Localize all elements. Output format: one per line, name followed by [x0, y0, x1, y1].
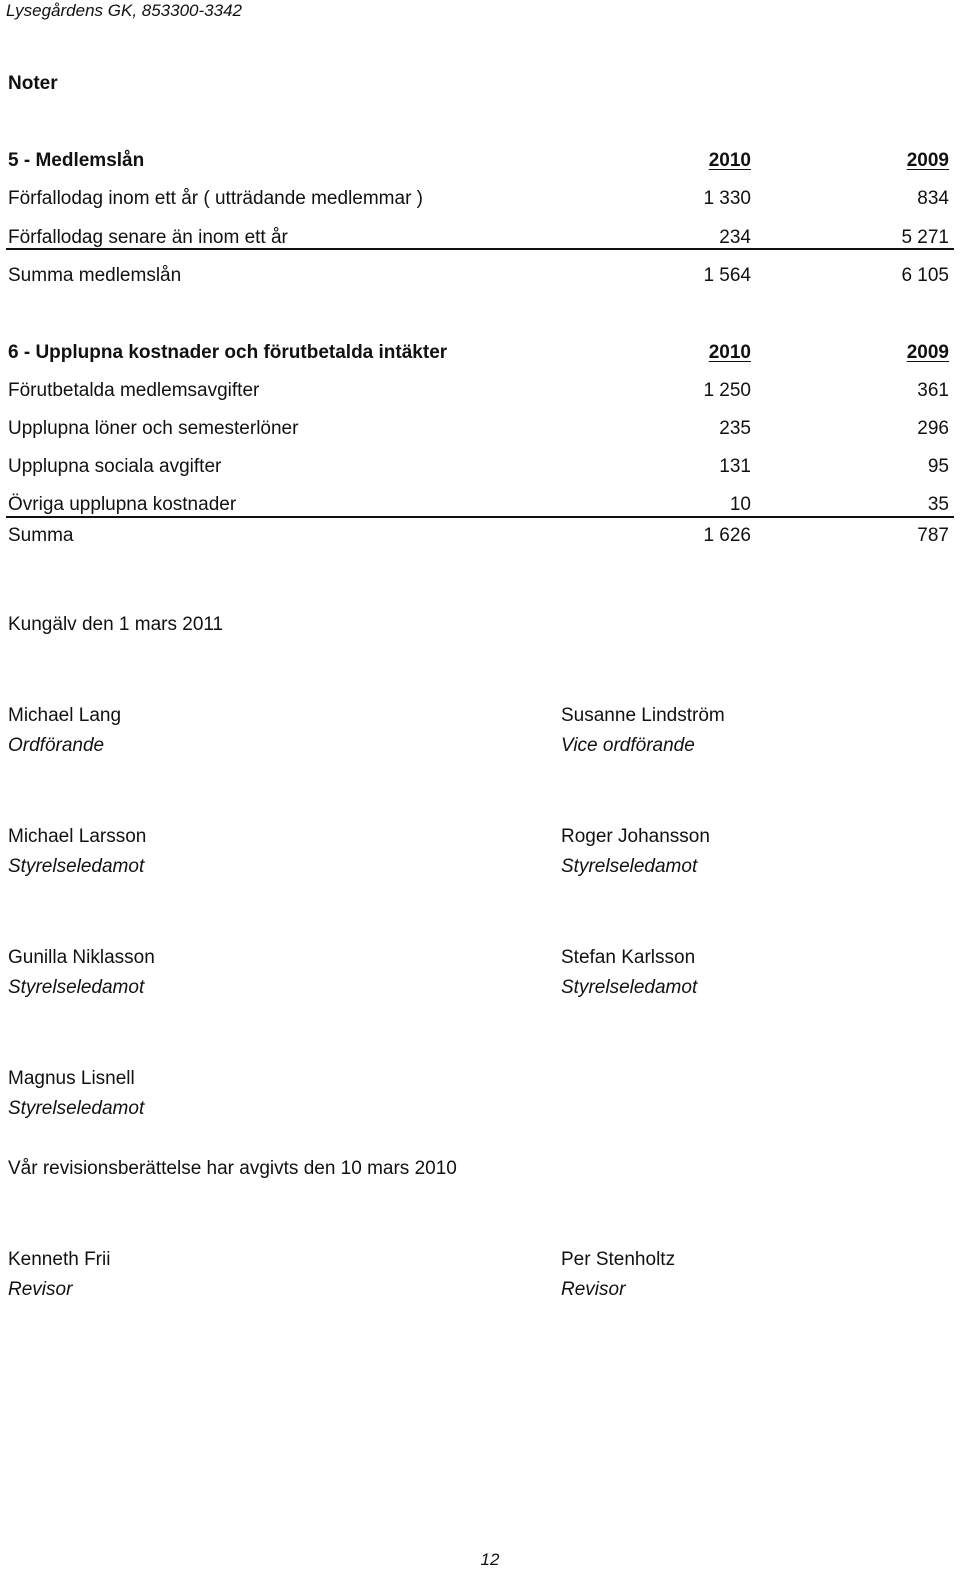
signatory-role: Styrelseledamot: [8, 977, 145, 998]
row-value-2009: 95: [927, 456, 949, 477]
auditor-block: [8, 1250, 110, 1299]
note-6-col-2009-text: 2009: [906, 342, 949, 363]
total-row: [0, 525, 960, 551]
note-5-title: 5 - Medlemslån: [8, 150, 145, 171]
signatory-name: Gunilla Niklasson: [8, 947, 155, 968]
row-label: Upplupna sociala avgifter: [8, 456, 222, 477]
document-header: Lysegårdens GK, 853300-3342: [6, 1, 242, 20]
total-label: Summa: [8, 525, 74, 546]
audit-statement: Vår revisionsberättelse har avgivts den 10 mars 2010: [8, 1158, 457, 1179]
signatory-name: Stefan Karlsson: [561, 947, 696, 968]
total-label: Summa medlemslån: [8, 265, 182, 286]
page-number: 12: [480, 1550, 500, 1569]
signatory-name: Michael Lang: [8, 705, 122, 726]
row-value-2010: 1 330: [703, 188, 751, 209]
row-label: Övriga upplupna kostnader: [8, 494, 237, 515]
place-and-date: Kungälv den 1 mars 2011: [8, 614, 224, 635]
auditor-block: [561, 1250, 675, 1299]
table-row: [0, 418, 960, 444]
note-6-header-row: [0, 342, 960, 368]
total-divider: [6, 516, 954, 518]
auditor-role: Revisor: [8, 1279, 73, 1300]
note-5-col-2010-text: 2010: [708, 150, 751, 171]
signatory-role: Vice ordförande: [561, 735, 695, 756]
total-value-2009: 787: [917, 525, 949, 546]
table-row: [0, 456, 960, 482]
signature-block: [8, 1069, 144, 1118]
signatory-name: Magnus Lisnell: [8, 1068, 135, 1089]
note-6-col-2010-text: 2010: [708, 342, 751, 363]
note-5-col-2009: [799, 150, 949, 172]
total-value-2010: 1 626: [703, 525, 751, 546]
auditor-name: Per Stenholtz: [561, 1249, 676, 1270]
note-6-col-2009: [799, 342, 949, 364]
row-value-2009: 5 271: [901, 227, 949, 248]
row-label: Förutbetalda medlemsavgifter: [8, 380, 260, 401]
signature-block: [561, 706, 725, 755]
row-value-2010: 10: [729, 494, 751, 515]
row-value-2009: 361: [917, 380, 949, 401]
table-row: [0, 380, 960, 406]
note-5-header-row: [0, 150, 960, 176]
signatory-role: Ordförande: [8, 735, 105, 756]
note-5-col-2009-text: 2009: [906, 150, 949, 171]
total-value-2010: 1 564: [703, 265, 751, 286]
signature-block: [561, 827, 710, 876]
row-value-2010: 235: [719, 418, 751, 439]
total-value-2009: 6 105: [901, 265, 949, 286]
signatory-name: Roger Johansson: [561, 826, 710, 847]
row-label: Upplupna löner och semesterlöner: [8, 418, 299, 439]
signatory-role: Styrelseledamot: [8, 856, 145, 877]
section-title-notes: Noter: [8, 73, 58, 94]
signature-block: [8, 827, 146, 876]
signature-block: [8, 706, 121, 755]
signatory-role: Styrelseledamot: [8, 1098, 145, 1119]
signature-block: [561, 948, 697, 997]
row-value-2010: 131: [719, 456, 751, 477]
auditor-role: Revisor: [561, 1279, 626, 1300]
signatory-role: Styrelseledamot: [561, 856, 698, 877]
total-divider: [6, 248, 954, 250]
signatory-name: Michael Larsson: [8, 826, 147, 847]
signatory-name: Susanne Lindström: [561, 705, 725, 726]
auditor-name: Kenneth Frii: [8, 1249, 111, 1270]
total-row: [0, 265, 960, 291]
row-value-2009: 834: [917, 188, 949, 209]
row-label: Förfallodag senare än inom ett år: [8, 227, 288, 248]
row-label: Förfallodag inom ett år ( utträdande medlemmar ): [8, 188, 424, 209]
signatory-role: Styrelseledamot: [561, 977, 698, 998]
table-row: [0, 188, 960, 214]
note-6-title: 6 - Upplupna kostnader och förutbetalda intäkter: [8, 342, 448, 363]
note-6-col-2010: [601, 342, 751, 364]
row-value-2010: 234: [719, 227, 751, 248]
note-5-col-2010: [601, 150, 751, 172]
row-value-2009: 35: [927, 494, 949, 515]
signature-block: [8, 948, 155, 997]
row-value-2009: 296: [917, 418, 949, 439]
row-value-2010: 1 250: [703, 380, 751, 401]
